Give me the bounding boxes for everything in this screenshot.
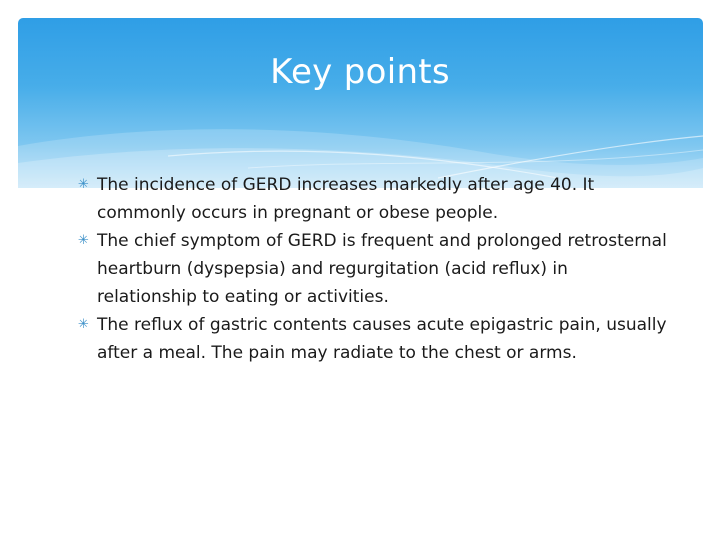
asterisk-icon: ✳ [78, 233, 89, 248]
bullet-text: The reflux of gastric contents causes acute epigastric pain, usually after a meal. The pain may radiate to the chest or arms. [97, 315, 667, 363]
bullet-list [78, 171, 668, 367]
bullet-text: The chief symptom of GERD is frequent and prolonged retrosternal heartburn (dyspepsia) and regurgitation (acid reflux) in relationship to eating or activities. [97, 231, 667, 307]
title-banner [18, 18, 703, 188]
asterisk-icon: ✳ [78, 177, 89, 192]
asterisk-icon: ✳ [78, 317, 89, 332]
bullet-item [78, 227, 668, 311]
bullet-item [78, 311, 668, 367]
slide-title: Key points [270, 52, 450, 92]
bullet-text: The incidence of GERD increases markedly after age 40. It commonly occurs in pregnant or obese people. [97, 175, 595, 223]
bullet-item [78, 171, 668, 227]
wave-decoration [18, 18, 703, 188]
